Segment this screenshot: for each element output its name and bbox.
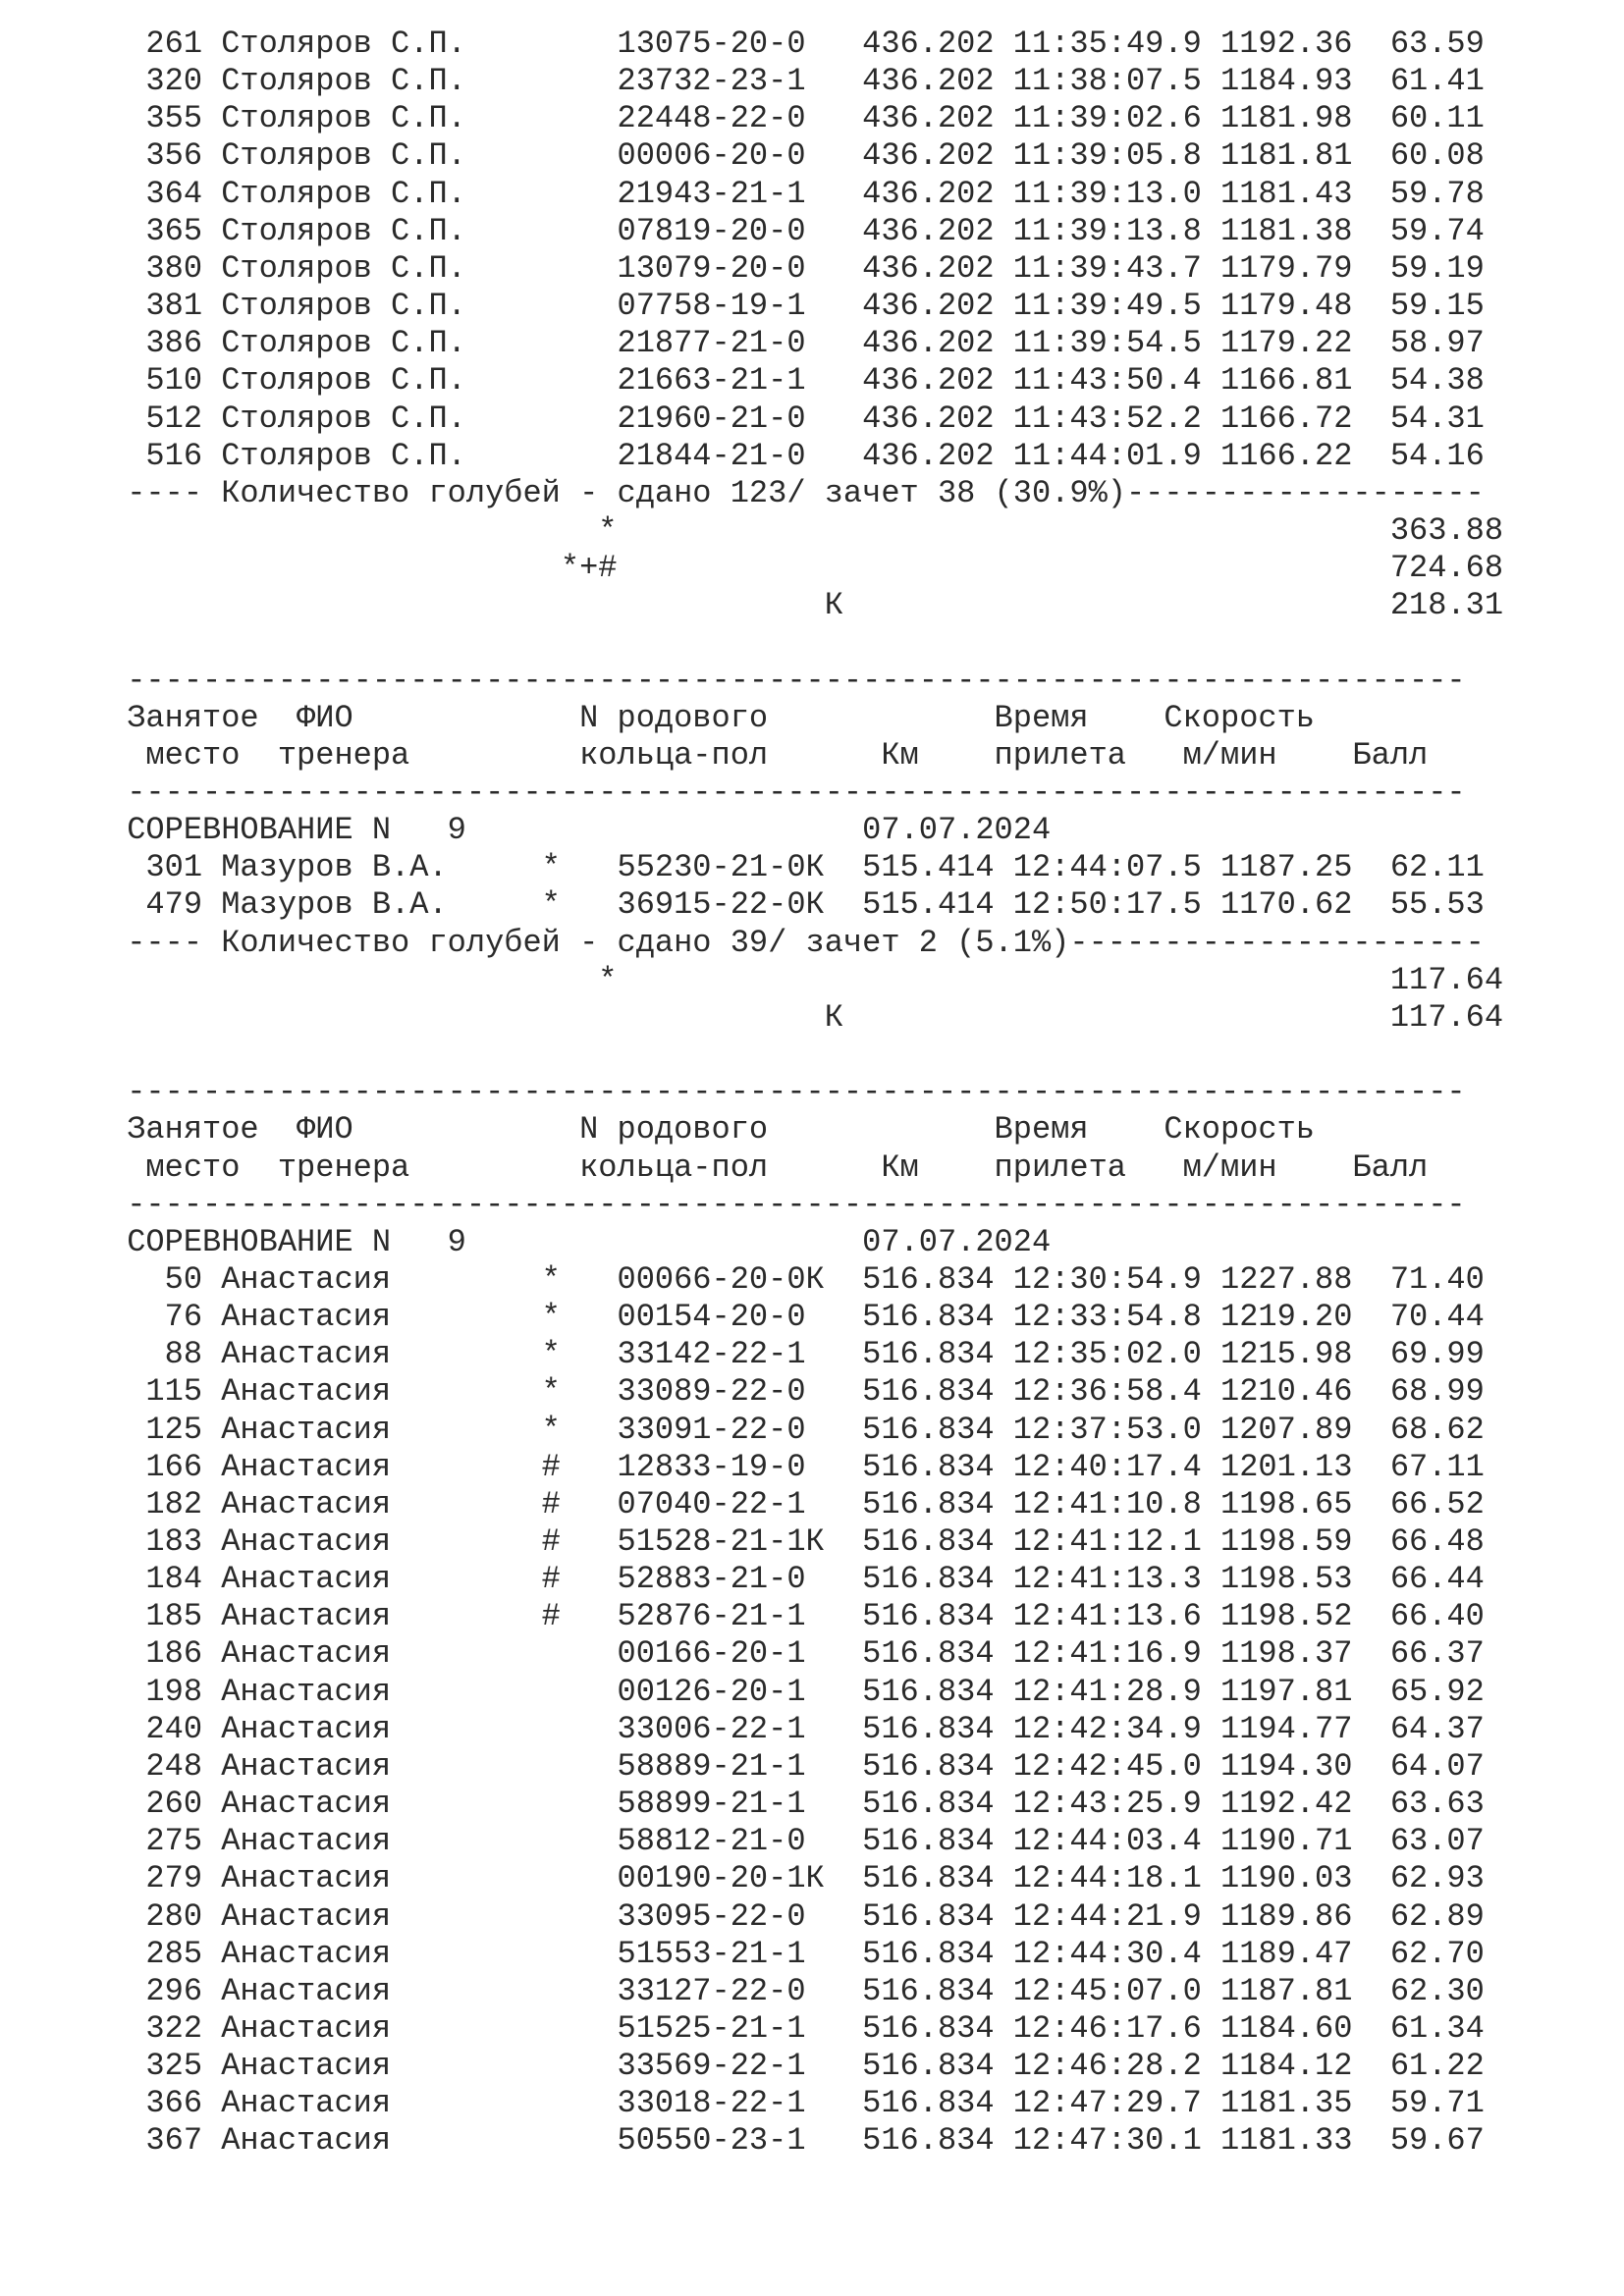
result-row: 296 Анастасия 33127-22-0 516.834 12:45:07.0 1187.81 62.30: [108, 1973, 1485, 2009]
summary-line: ---- Количество голубей - сдано 123/ зачет 38 (30.9%)-------------------: [108, 475, 1485, 511]
result-row: 260 Анастасия 58899-21-1 516.834 12:43:25.9 1192.42 63.63: [108, 1786, 1485, 1822]
result-row: 88 Анастасия * 33142-22-1 516.834 12:35:02.0 1215.98 69.99: [108, 1336, 1485, 1372]
result-row: 182 Анастасия # 07040-22-1 516.834 12:41:10.8 1198.65 66.52: [108, 1486, 1485, 1522]
column-header: Занятое ФИО N родового Время Скорость: [108, 700, 1315, 736]
result-row: 301 Мазуров В.А. * 55230-21-0К 515.414 12:44:07.5 1187.25 62.11: [108, 849, 1485, 885]
total-line: К 218.31: [108, 587, 1504, 623]
total-line: * 363.88: [108, 512, 1504, 549]
result-row: 386 Столяров С.П. 21877-21-0 436.202 11:39:54.5 1179.22 58.97: [108, 325, 1485, 361]
total-line: *+# 724.68: [108, 550, 1504, 586]
column-header: место тренера кольца-пол Км прилета м/мин Балл: [108, 1149, 1429, 1186]
result-row: 325 Анастасия 33569-22-1 516.834 12:46:28.2 1184.12 61.22: [108, 2048, 1485, 2084]
result-row: 275 Анастасия 58812-21-0 516.834 12:44:03.4 1190.71 63.07: [108, 1823, 1485, 1859]
result-row: 367 Анастасия 50550-23-1 516.834 12:47:30.1 1181.33 59.67: [108, 2122, 1485, 2159]
result-row: 364 Столяров С.П. 21943-21-1 436.202 11:39:13.0 1181.43 59.78: [108, 176, 1485, 212]
result-row: 183 Анастасия # 51528-21-1К 516.834 12:41:12.1 1198.59 66.48: [108, 1523, 1485, 1560]
result-row: 479 Мазуров В.А. * 36915-22-0К 515.414 12:50:17.5 1170.62 55.53: [108, 886, 1485, 923]
result-row: 186 Анастасия 00166-20-1 516.834 12:41:16.9 1198.37 66.37: [108, 1635, 1485, 1672]
total-line: К 117.64: [108, 999, 1504, 1036]
total-line: * 117.64: [108, 962, 1504, 998]
result-row: 381 Столяров С.П. 07758-19-1 436.202 11:39:49.5 1179.48 59.15: [108, 288, 1485, 324]
result-row: 516 Столяров С.П. 21844-21-0 436.202 11:44:01.9 1166.22 54.16: [108, 438, 1485, 474]
separator-line: -----------------------------------------------------------------------: [108, 1187, 1466, 1223]
result-row: 185 Анастасия # 52876-21-1 516.834 12:41:13.6 1198.52 66.40: [108, 1598, 1485, 1634]
separator-line: -----------------------------------------------------------------------: [108, 1074, 1466, 1110]
result-row: 320 Столяров С.П. 23732-23-1 436.202 11:38:07.5 1184.93 61.41: [108, 63, 1485, 99]
summary-line: ---- Количество голубей - сдано 39/ зачет 2 (5.1%)----------------------: [108, 925, 1485, 961]
result-row: 512 Столяров С.П. 21960-21-0 436.202 11:43:52.2 1166.72 54.31: [108, 400, 1485, 437]
separator-line: -----------------------------------------------------------------------: [108, 774, 1466, 811]
result-row: 322 Анастасия 51525-21-1 516.834 12:46:17.6 1184.60 61.34: [108, 2010, 1485, 2047]
column-header: Занятое ФИО N родового Время Скорость: [108, 1111, 1315, 1148]
column-header: место тренера кольца-пол Км прилета м/мин Балл: [108, 737, 1429, 774]
competition-header: СОРЕВНОВАНИЕ N 9 07.07.2024: [108, 812, 1052, 848]
result-row: 279 Анастасия 00190-20-1К 516.834 12:44:18.1 1190.03 62.93: [108, 1860, 1485, 1896]
result-row: 125 Анастасия * 33091-22-0 516.834 12:37:53.0 1207.89 68.62: [108, 1412, 1485, 1448]
result-row: 366 Анастасия 33018-22-1 516.834 12:47:29.7 1181.35 59.71: [108, 2085, 1485, 2121]
result-row: 280 Анастасия 33095-22-0 516.834 12:44:21.9 1189.86 62.89: [108, 1898, 1485, 1935]
competition-header: СОРЕВНОВАНИЕ N 9 07.07.2024: [108, 1224, 1052, 1260]
result-row: 380 Столяров С.П. 13079-20-0 436.202 11:39:43.7 1179.79 59.19: [108, 250, 1485, 287]
result-row: 76 Анастасия * 00154-20-0 516.834 12:33:54.8 1219.20 70.44: [108, 1299, 1485, 1335]
result-row: 198 Анастасия 00126-20-1 516.834 12:41:28.9 1197.81 65.92: [108, 1674, 1485, 1710]
result-row: 356 Столяров С.П. 00006-20-0 436.202 11:39:05.8 1181.81 60.08: [108, 137, 1485, 174]
result-row: 248 Анастасия 58889-21-1 516.834 12:42:45.0 1194.30 64.07: [108, 1748, 1485, 1785]
result-row: 510 Столяров С.П. 21663-21-1 436.202 11:43:50.4 1166.81 54.38: [108, 362, 1485, 399]
separator-line: -----------------------------------------------------------------------: [108, 663, 1466, 699]
result-row: 50 Анастасия * 00066-20-0К 516.834 12:30:54.9 1227.88 71.40: [108, 1261, 1485, 1298]
result-row: 355 Столяров С.П. 22448-22-0 436.202 11:39:02.6 1181.98 60.11: [108, 100, 1485, 136]
result-row: 261 Столяров С.П. 13075-20-0 436.202 11:35:49.9 1192.36 63.59: [108, 26, 1485, 62]
result-row: 184 Анастасия # 52883-21-0 516.834 12:41:13.3 1198.53 66.44: [108, 1561, 1485, 1597]
result-row: 166 Анастасия # 12833-19-0 516.834 12:40:17.4 1201.13 67.11: [108, 1449, 1485, 1485]
result-row: 240 Анастасия 33006-22-1 516.834 12:42:34.9 1194.77 64.37: [108, 1711, 1485, 1747]
result-row: 115 Анастасия * 33089-22-0 516.834 12:36:58.4 1210.46 68.99: [108, 1373, 1485, 1410]
result-row: 285 Анастасия 51553-21-1 516.834 12:44:30.4 1189.47 62.70: [108, 1936, 1485, 1972]
result-row: 365 Столяров С.П. 07819-20-0 436.202 11:39:13.8 1181.38 59.74: [108, 213, 1485, 249]
